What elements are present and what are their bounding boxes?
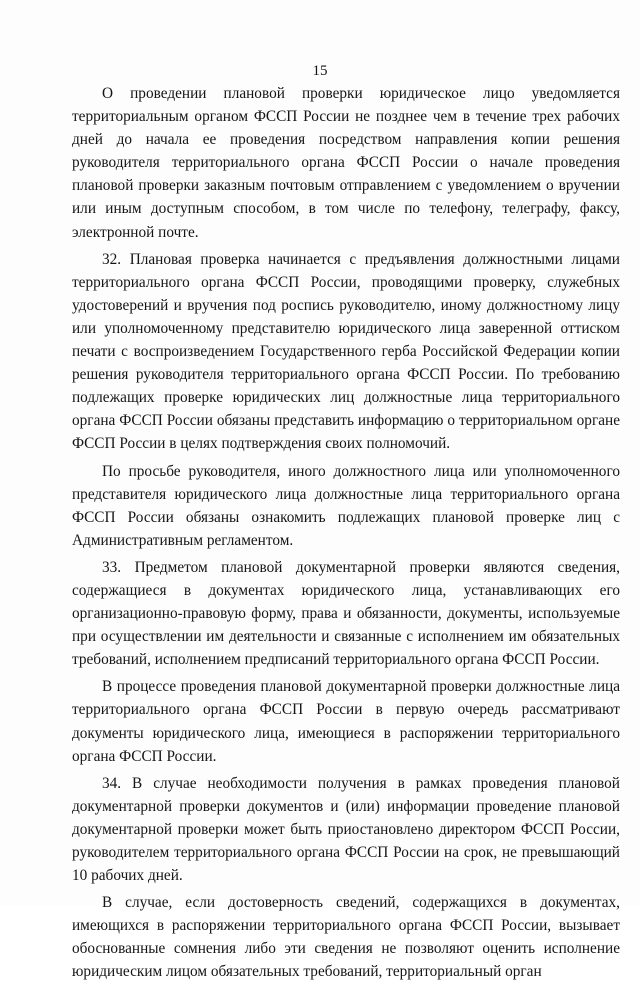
document-body bbox=[72, 82, 620, 984]
paragraph-reliability-doubts: В случае, если достоверность сведений, содержащихся в документах, имеющихся в распоряжении территориального органа ФССП России, вызывает обоснованные сомнения либо эти сведения не позволяют оценить исполнение юридическим лицом обязательных требований, территориальный орган bbox=[72, 894, 620, 981]
paragraph-notification: О проведении плановой проверки юридическое лицо уведомляется территориальным органом ФССП России не позднее чем в течение трех рабочих дней до начала ее проведения посредством направления копии решения руководителя территориального органа ФССП России о начале проведения плановой проверки заказным почтовым отправлением с уведомлением о вручении или иным доступным способом, в том числе по телефону, телеграфу, факсу, электронной почте. bbox=[72, 85, 620, 241]
page-number: 15 bbox=[312, 63, 328, 79]
paragraph-documents-review: В процессе проведения плановой документарной проверки должностные лица территориального органа ФССП России в первую очередь рассматривают документы юридического лица, имеющиеся в распоряжении территориального органа ФССП России. bbox=[72, 678, 620, 765]
paragraph-familiarization: По просьбе руководителя, иного должностного лица или уполномоченного представителя юридического лица должностные лица территориального органа ФССП России обязаны ознакомить подлежащих плановой проверке лиц с Административным регламентом. bbox=[72, 462, 620, 549]
paragraph-33-inspection-subject: 33. Предметом плановой документарной проверки являются сведения, содержащиеся в документах юридического лица, устанавливающих его организационно-правовую форму, права и обязанности, документы, используемые при осуществлении им деятельности и связанные с исполнением им обязательных требований, исполнением предписаний территориального органа ФССП России. bbox=[72, 558, 620, 669]
paragraph-34-suspension: 34. В случае необходимости получения в рамках проведения плановой документарной проверки документов и (или) информации проведение плановой документарной проверки может быть приостановлено директором ФССП России, руководителем территориального органа ФССП России на срок, не превышающий 10 рабочих дней. bbox=[72, 774, 620, 885]
paragraph-32-inspection-start: 32. Плановая проверка начинается с предъявления должностными лицами территориального органа ФССП России, проводящими проверку, служебных удостоверений и вручения под роспись руководителю, иному должностному лицу или уполномоченному представителю юридического лица заверенной оттиском печати с воспроизведением Государственного герба Российской Федерации копии решения руководителя территориального органа ФССП России. По требованию подлежащих проверке юридических лиц должностные лица территориального органа ФССП России обязаны представить информацию о территориальном органе ФССП России в целях подтверждения своих полномочий. bbox=[72, 250, 620, 453]
